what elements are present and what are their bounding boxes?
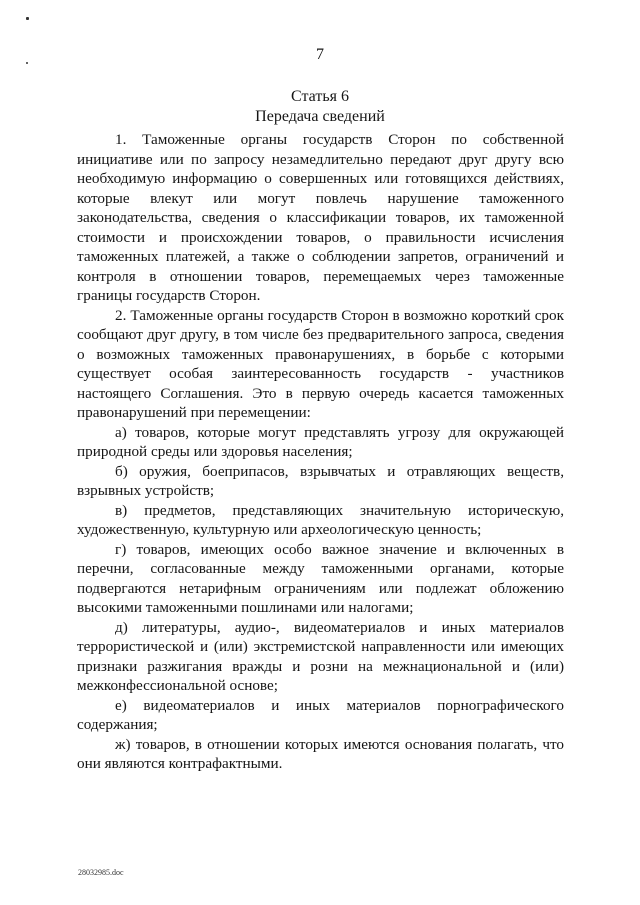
- list-item-zh: ж) товаров, в отношении которых имеются основания полагать, что они являются контрафактными.: [77, 735, 564, 772]
- footer-filename: 28032985.doc: [78, 868, 124, 877]
- paragraph-1: 1. Таможенные органы государств Сторон по собственной инициативе или по запросу незамедлительно передают друг другу всю необходимую информацию о совершенных или готовящихся действиях, которые влекут или могут повлечь нарушение таможенного законодательства, сведения о классификации товаров, их таможенной стоимости и происхождении товаров, о правильности исчисления таможенных платежей, а также о соблюдении запретов, ограничений и контроля в отношении товаров, перемещаемых через таможенные границы государств Сторон.: [77, 131, 564, 304]
- list-item-a: а) товаров, которые могут представлять угрозу для окружающей природной среды или здоровья населения;: [77, 423, 564, 460]
- article-title: Передача сведений: [255, 108, 385, 125]
- scan-speck: [26, 17, 29, 20]
- paragraph-2: 2. Таможенные органы государств Сторон в возможно короткий срок сообщают друг другу, в том числе без предварительного запроса, сведения о возможных таможенных правонарушениях, в борьбе с которыми существует особая заинтересованность государств - участников настоящего Соглашения. Это в первую очередь касается таможенных правонарушений при перемещении:: [77, 306, 564, 421]
- list-item-b: б) оружия, боеприпасов, взрывчатых и отравляющих веществ, взрывных устройств;: [77, 462, 564, 499]
- article-body: [77, 130, 564, 774]
- article-number: Статья 6: [291, 88, 349, 105]
- list-item-v: в) предметов, представляющих значительную историческую, художественную, культурную или археологическую ценность;: [77, 501, 564, 538]
- list-item-e: е) видеоматериалов и иных материалов порнографического содержания;: [77, 696, 564, 733]
- list-item-d: д) литературы, аудио-, видеоматериалов и иных материалов террористической и (или) экстремистской направленности или имеющих признаки разжигания вражды и розни на межнациональной и (или) межконфессиональной основе;: [77, 618, 564, 694]
- list-item-g: г) товаров, имеющих особо важное значение и включенных в перечни, согласованные между таможенными органами, которые подвергаются нетарифным ограничениям или подлежат обложению высокими таможенными пошлинами или налогами;: [77, 540, 564, 616]
- page-number: 7: [316, 46, 324, 63]
